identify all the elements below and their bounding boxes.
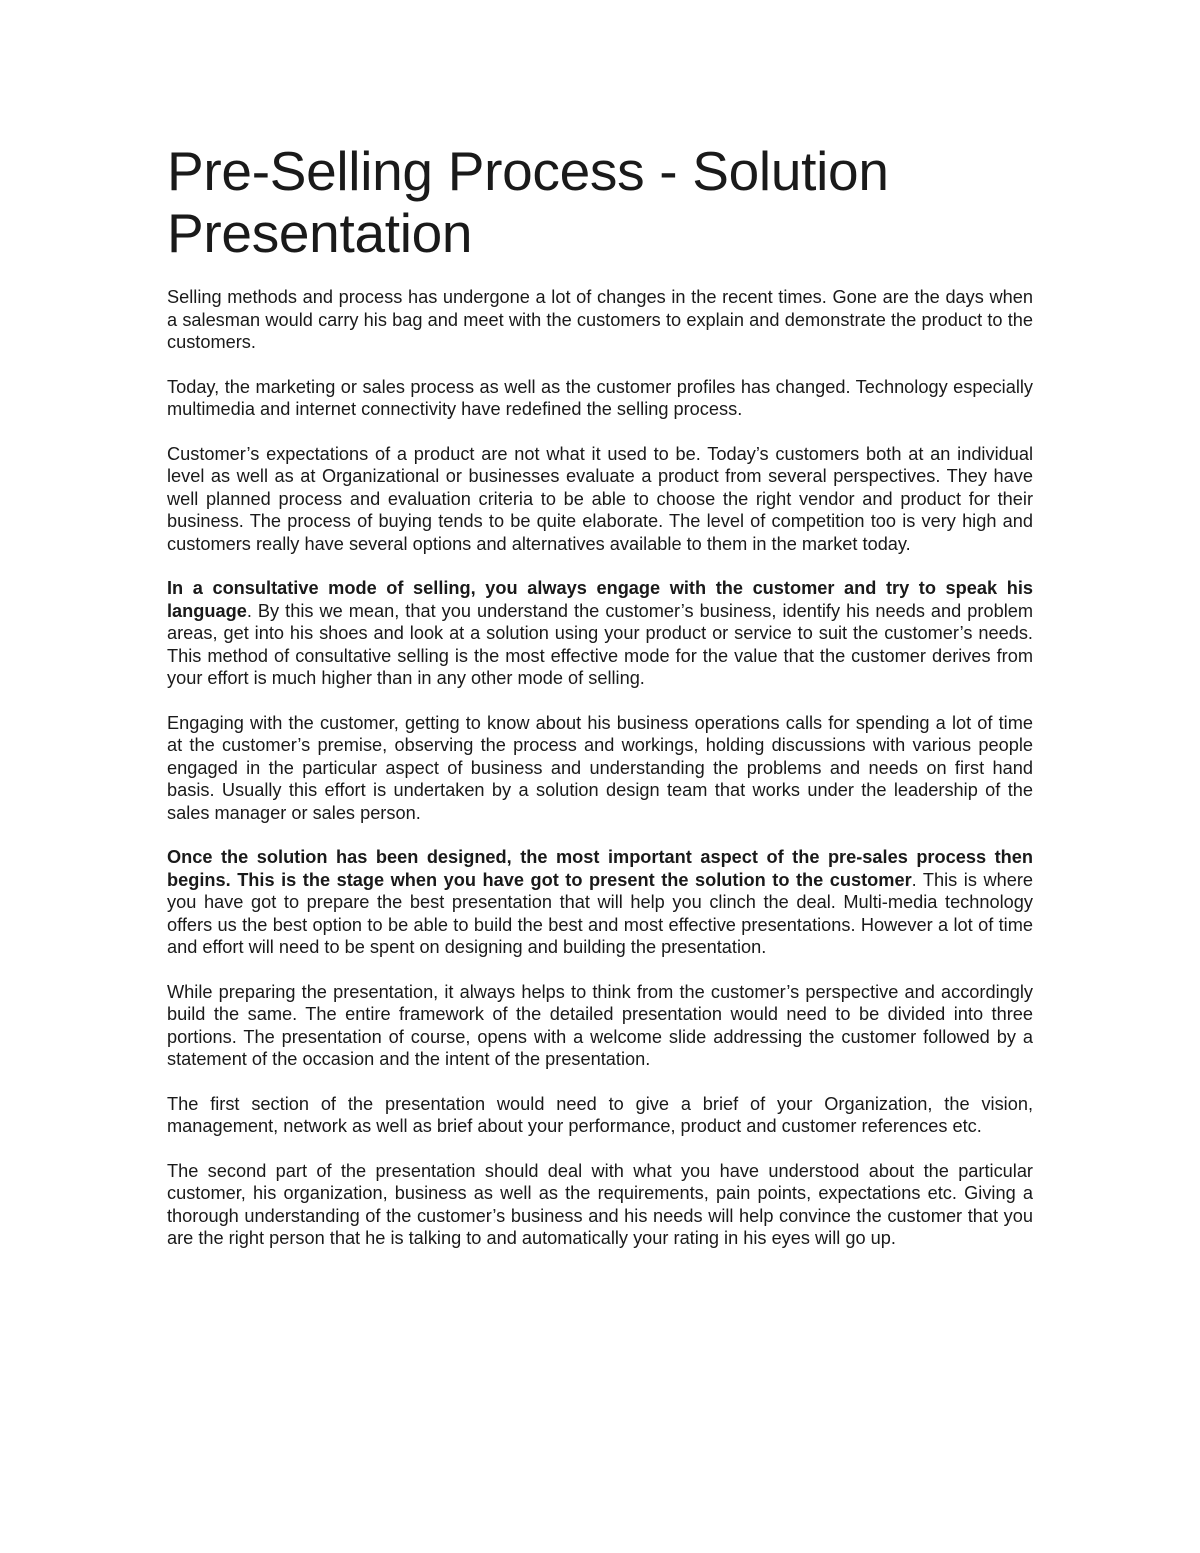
paragraph-5 (167, 712, 1033, 825)
paragraph-1 (167, 286, 1033, 354)
paragraph-2 (167, 376, 1033, 421)
document-page (167, 140, 1033, 1272)
document-title: Pre-Selling Process - Solution Presentation (167, 140, 889, 264)
paragraph-7 (167, 981, 1033, 1071)
paragraph-8 (167, 1093, 1033, 1138)
paragraph-6-text: . This is where you have got to prepare the best presentation that will help you clinch the deal. Multi-media technology offers us the best option to be able to build the best and most effective presentations. However a lot of time and effort will need to be spent on designing and building the presentation. (167, 869, 1033, 957)
paragraph-5-text: Engaging with the customer, getting to know about his business operations calls for spending a lot of time at the customer’s premise, observing the process and workings, holding discussions with various people engaged in the particular aspect of business and understanding the problems and needs on first hand basis. Usually this effort is undertaken by a solution design team that works under the leadership of the sales manager or sales person. (167, 712, 1033, 823)
paragraph-1-text: Selling methods and process has undergone a lot of changes in the recent times. Gone are the days when a salesman would carry his bag and meet with the customers to explain and demonstrate the product to the customers. (167, 287, 1033, 352)
paragraph-6 (167, 846, 1033, 959)
paragraph-3-text: Customer’s expectations of a product are not what it used to be. Today’s customers both at an individual level as well as at Organizational or businesses evaluate a product from several perspectives. They have well planned process and evaluation criteria to be able to choose the right vendor and product for their business. The process of buying tends to be quite elaborate. The level of competition too is very high and customers really have several options and alternatives available to them in the market today. (167, 443, 1033, 554)
paragraph-9 (167, 1160, 1033, 1250)
paragraph-4-text: . By this we mean, that you understand the customer’s business, identify his needs and problem areas, get into his shoes and look at a solution using your product or service to suit the customer’s needs. This method of consultative selling is the most effective mode for the value that the customer derives from your effort is much higher than in any other mode of selling. (167, 600, 1033, 688)
paragraph-4 (167, 577, 1033, 690)
paragraph-6-bold: Once the solution has been designed, the most important aspect of the pre-sales process then begins. This is the stage when you have got to present the solution to the customer (167, 847, 1033, 890)
paragraph-2-text: Today, the marketing or sales process as well as the customer profiles has changed. Technology especially multimedia and internet connectivity have redefined the selling process. (167, 376, 1033, 419)
paragraph-8-text: The first section of the presentation would need to give a brief of your Organization, the vision, management, network as well as brief about your performance, product and customer references etc. (167, 1093, 1033, 1136)
paragraph-9-text: The second part of the presentation should deal with what you have understood about the particular customer, his organization, business as well as the requirements, pain points, expectations etc. Giving a thorough understanding of the customer’s business and his needs will help convince the customer that you are the right person that he is talking to and automatically your rating in his eyes will go up. (167, 1160, 1033, 1248)
paragraph-4-bold: In a consultative mode of selling, you always engage with the customer and try to speak his language (167, 578, 1033, 621)
paragraph-7-text: While preparing the presentation, it always helps to think from the customer’s perspective and accordingly build the same. The entire framework of the detailed presentation would need to be divided into three portions. The presentation of course, opens with a welcome slide addressing the customer followed by a statement of the occasion and the intent of the presentation. (167, 981, 1033, 1069)
paragraph-3 (167, 443, 1033, 556)
